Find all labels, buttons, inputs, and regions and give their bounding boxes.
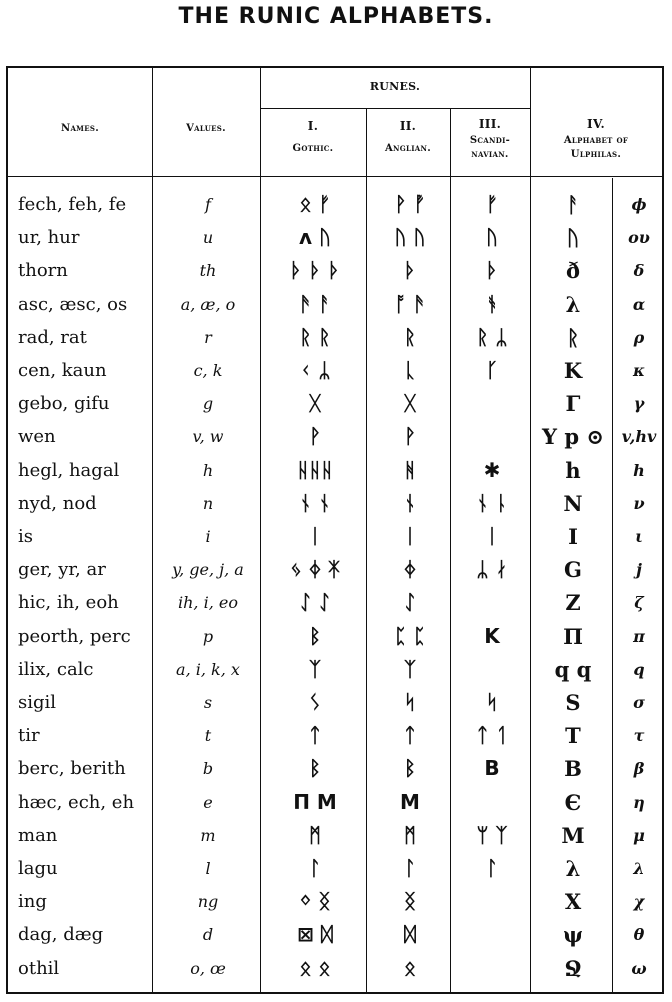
anglian-runes: ᚻ <box>404 457 416 482</box>
rune-value: v, w <box>192 427 224 447</box>
ulphilas-letter: X <box>564 889 582 915</box>
ulphilas-letter: M <box>561 822 585 848</box>
ulphilas-letter: λ <box>565 856 581 881</box>
rune-value: s <box>203 693 213 712</box>
scandinavian-runes: K <box>484 623 500 648</box>
page-title: THE RUNIC ALPHABETS. <box>178 4 494 29</box>
runic-table <box>6 66 664 994</box>
anglian-runes: ᚩ ᚫ <box>394 291 426 316</box>
ulphilas-letter: Є <box>564 789 582 815</box>
anglian-runes: ᛟ <box>404 955 416 980</box>
scandinavian-runes: ᚾ ᚿ <box>476 490 508 515</box>
scandinavian-runes: ᚱ ᛦ <box>476 324 508 349</box>
gothic-runes: ᛇ ᛇ <box>299 590 331 615</box>
anglian-runes: ᚷ <box>404 391 416 416</box>
gothic-runes: ᛚ <box>309 856 321 880</box>
greek-equivalent: ζ <box>634 593 644 613</box>
scandinavian-runes <box>452 387 532 420</box>
gothic-runes: ᛏ <box>309 723 321 748</box>
rune-name: lagu <box>18 858 58 879</box>
rune-value: h <box>202 460 214 480</box>
greek-equivalent: ϕ <box>631 195 647 214</box>
table-row <box>8 487 662 520</box>
table-row <box>8 321 662 354</box>
table-row <box>8 288 662 321</box>
header-gothic: Gothic. <box>292 143 334 154</box>
scandinavian-runes: ᛦ ᛅ <box>476 557 508 582</box>
rune-name: fech, feh, fe <box>18 194 127 215</box>
greek-equivalent: χ <box>633 892 645 912</box>
header-scandinavian-line2: navian. <box>471 149 509 160</box>
greek-equivalent: ν <box>633 493 645 513</box>
ulphilas-letter: B <box>564 756 582 782</box>
greek-equivalent: π <box>633 626 645 646</box>
table-row <box>8 553 662 586</box>
rune-name: thorn <box>18 260 68 282</box>
gothic-runes: ᚱ ᚱ <box>299 324 331 349</box>
rune-value: a, i, k, x <box>176 659 240 679</box>
greek-equivalent: τ <box>633 726 645 746</box>
table-row <box>8 254 662 287</box>
anglian-runes: ᛏ <box>404 723 416 748</box>
scandinavian-runes: ✱ <box>483 457 501 482</box>
table-row <box>8 686 662 719</box>
rune-value: b <box>202 759 214 779</box>
scandinavian-runes: ᚢ <box>486 225 498 250</box>
anglian-runes: ᛇ <box>404 590 416 615</box>
anglian-runes: ᛈ ᛈ <box>394 623 426 648</box>
rune-value: g <box>202 394 214 414</box>
table-row <box>8 852 662 885</box>
scandinavian-runes <box>452 885 532 918</box>
ulphilas-letter: ð <box>565 258 580 284</box>
rune-value: t <box>204 726 212 746</box>
rune-value: ih, i, eo <box>178 593 238 613</box>
greek-equivalent: σ <box>633 693 645 712</box>
anglian-runes: ᛒ <box>404 756 416 781</box>
greek-equivalent: q <box>633 659 645 679</box>
table-row <box>8 188 662 221</box>
gothic-runes: ᚲ ᛦ <box>299 358 331 382</box>
rune-value: y, ge, j, a <box>172 560 244 580</box>
rune-name: hæc, ech, eh <box>18 791 135 813</box>
rune-value: th <box>199 261 217 281</box>
scandinavian-runes <box>452 420 532 453</box>
greek-equivalent: γ <box>633 394 645 414</box>
scandinavian-runes: ᛋ <box>486 690 498 714</box>
header-ulphilas-line2: Ulphilas. <box>570 149 622 160</box>
rune-value: i <box>205 527 211 546</box>
anglian-runes: ᚹ <box>404 424 416 449</box>
greek-equivalent: μ <box>633 825 645 845</box>
gothic-runes: ᛟ ᚠ <box>299 192 331 216</box>
rune-name: cen, kaun <box>18 360 107 381</box>
greek-equivalent: ω <box>631 958 647 978</box>
greek-equivalent: δ <box>633 261 645 281</box>
greek-equivalent: ι <box>635 527 643 546</box>
anglian-runes: ᛞ <box>404 922 416 947</box>
anglian-runes: ᚢ ᚢ <box>394 225 426 250</box>
rune-value: p <box>202 626 214 646</box>
header-scandinavian-number: III. <box>478 117 502 131</box>
rune-value: l <box>205 859 211 878</box>
scandinavian-runes <box>452 786 532 819</box>
anglian-runes: M <box>400 789 420 814</box>
gothic-runes: ᚾ ᚾ <box>299 490 331 515</box>
greek-equivalent: θ <box>633 925 645 945</box>
rune-value: o, œ <box>190 958 226 978</box>
rune-name: dag, dæg <box>18 924 104 946</box>
rune-name: hic, ih, eoh <box>18 592 119 614</box>
ulphilas-letter: K <box>563 358 583 383</box>
header-scandinavian-line1: Scandi- <box>469 135 511 146</box>
ulphilas-letter: h <box>565 457 581 483</box>
scandinavian-runes: ᛏ ᛐ <box>476 723 508 748</box>
rune-name: ilix, calc <box>18 658 94 680</box>
greek-equivalent: β <box>633 759 645 779</box>
greek-equivalent: v,hv <box>621 427 657 447</box>
ulphilas-letter: q q <box>554 656 592 682</box>
rune-name: othil <box>18 957 60 979</box>
gothic-runes: ᚫ ᚨ <box>299 291 331 316</box>
scandinavian-runes: ᚬ <box>486 291 498 316</box>
gothic-runes: ᚹ <box>309 424 321 449</box>
header-gothic-number: I. <box>307 119 319 133</box>
rune-name: gebo, gifu <box>18 393 110 415</box>
table-row <box>8 819 662 852</box>
ulphilas-letter: Y p ⊙ <box>542 424 604 450</box>
table-row <box>8 387 662 420</box>
greek-equivalent: h <box>633 460 645 480</box>
rune-name: ing <box>18 891 47 913</box>
ulphilas-letter: Π <box>563 623 583 649</box>
table-row <box>8 354 662 387</box>
ulphilas-letter: I <box>568 524 578 549</box>
header-ulphilas-number: IV. <box>587 117 605 131</box>
scandinavian-runes <box>452 918 532 951</box>
header-ulphilas-line1: Alphabet of <box>563 135 629 146</box>
table-row <box>8 752 662 785</box>
table-row <box>8 885 662 918</box>
gothic-runes: ᛁ <box>309 524 321 548</box>
ulphilas-letter: T <box>565 723 581 749</box>
rune-value: f <box>205 195 211 214</box>
gothic-runes: ᛊ <box>309 690 321 714</box>
gothic-runes: ᛉ <box>309 656 321 681</box>
ulphilas-letter: Z <box>565 590 581 616</box>
scandinavian-runes <box>452 653 532 686</box>
greek-equivalent: ου <box>628 228 650 248</box>
anglian-runes: ᛗ <box>404 822 416 847</box>
rune-name: sigil <box>18 692 57 713</box>
gothic-runes: Π M <box>293 789 337 814</box>
rune-name: tir <box>18 725 40 747</box>
anglian-runes: ᚹ ᚡ <box>394 192 426 216</box>
table-row <box>8 620 662 653</box>
table-row <box>8 918 662 951</box>
anglian-runes: ᚱ <box>404 324 416 349</box>
table-row <box>8 786 662 819</box>
rule-under-runes <box>260 108 530 109</box>
table-row <box>8 952 662 985</box>
ulphilas-letter: ᚨ <box>566 192 580 217</box>
rune-name: asc, æsc, os <box>18 293 128 315</box>
rule-under-headers <box>8 176 662 177</box>
anglian-runes: ᛋ <box>404 690 416 714</box>
scandinavian-runes <box>452 952 532 985</box>
ulphilas-letter: Γ <box>565 391 581 417</box>
scandinavian-runes: ᚴ <box>486 358 498 382</box>
scandinavian-runes: ᚦ <box>486 258 498 283</box>
greek-equivalent: η <box>633 792 645 812</box>
table-row <box>8 420 662 453</box>
greek-equivalent: α <box>632 294 646 314</box>
gothic-runes: ᚷ <box>309 391 321 416</box>
ulphilas-letter: S <box>565 690 581 715</box>
anglian-runes: ᚳ <box>404 358 416 382</box>
anglian-runes: ᚦ <box>404 258 416 283</box>
ulphilas-letter: λ <box>565 291 581 317</box>
rune-value: m <box>200 825 216 845</box>
rune-value: n <box>202 493 214 513</box>
header-runes: RUNES. <box>369 80 421 93</box>
rune-value: ng <box>197 892 219 912</box>
scandinavian-runes: B <box>484 756 500 781</box>
ulphilas-letter: G <box>564 557 582 583</box>
table-row <box>8 586 662 619</box>
header-anglian: Anglian. <box>384 143 432 154</box>
scandinavian-runes: ᛘ ᛉ <box>476 822 508 847</box>
rune-name: hegl, hagal <box>18 459 120 481</box>
rune-value: u <box>202 228 214 248</box>
gothic-runes: ᛗ <box>309 822 321 847</box>
ulphilas-letter: ᚢ <box>566 225 580 251</box>
ulphilas-letter: ψ <box>563 922 583 948</box>
anglian-runes: ᛉ <box>404 656 416 681</box>
anglian-runes: ᚾ <box>404 490 416 515</box>
scandinavian-runes: ᛚ <box>486 856 498 880</box>
rune-value: a, æ, o <box>180 294 236 314</box>
rune-name: rad, rat <box>18 326 87 348</box>
header-values: Values. <box>186 123 226 134</box>
rune-value: e <box>203 792 213 812</box>
rune-value: r <box>204 327 212 347</box>
scandinavian-runes <box>452 586 532 619</box>
rune-name: wen <box>18 426 56 448</box>
rune-name: berc, berith <box>18 758 126 780</box>
table-row <box>8 454 662 487</box>
gothic-runes: ᛒ <box>309 756 321 781</box>
ulphilas-letter: Ջ <box>564 955 582 981</box>
anglian-runes: ᛝ <box>404 889 416 914</box>
greek-equivalent: ρ <box>633 327 645 347</box>
rune-name: ger, yr, ar <box>18 559 106 581</box>
gothic-runes: ᛜ ᛝ <box>299 889 331 914</box>
rune-name: ur, hur <box>18 227 80 249</box>
greek-equivalent: κ <box>633 361 645 380</box>
rune-name: man <box>18 824 58 846</box>
gothic-runes: ʌ ᚢ <box>299 225 331 250</box>
rune-value: d <box>202 925 214 945</box>
rune-value: c, k <box>193 361 223 380</box>
table-row <box>8 719 662 752</box>
table-row <box>8 653 662 686</box>
header-names: Names. <box>61 123 99 134</box>
gothic-runes: ᚦ ᚦ ᚦ <box>290 258 340 283</box>
anglian-runes: ᛄ <box>404 557 416 582</box>
anglian-runes: ᛚ <box>404 856 416 880</box>
header-anglian-number: II. <box>399 119 417 133</box>
rune-name: peorth, perc <box>18 625 131 647</box>
ulphilas-letter: ᚱ <box>566 324 580 350</box>
anglian-runes: ᛁ <box>404 524 416 548</box>
gothic-runes: ᛒ <box>309 623 321 648</box>
ulphilas-letter: N <box>563 490 583 516</box>
scandinavian-runes: ᛁ <box>486 524 498 548</box>
gothic-runes: ᚺᚺᚺ <box>297 457 333 482</box>
table-row <box>8 221 662 254</box>
greek-equivalent: j <box>636 560 642 580</box>
table-row <box>8 520 662 553</box>
rune-name: nyd, nod <box>18 492 97 514</box>
gothic-runes: ᛃ ᛄ ᛡ <box>290 557 340 582</box>
gothic-runes: ⊠ ᛞ <box>297 922 333 947</box>
gothic-runes: ᛟ ᛟ <box>299 955 331 980</box>
greek-equivalent: λ <box>633 859 645 878</box>
rune-name: is <box>18 526 33 547</box>
scandinavian-runes: ᚠ <box>486 192 498 216</box>
